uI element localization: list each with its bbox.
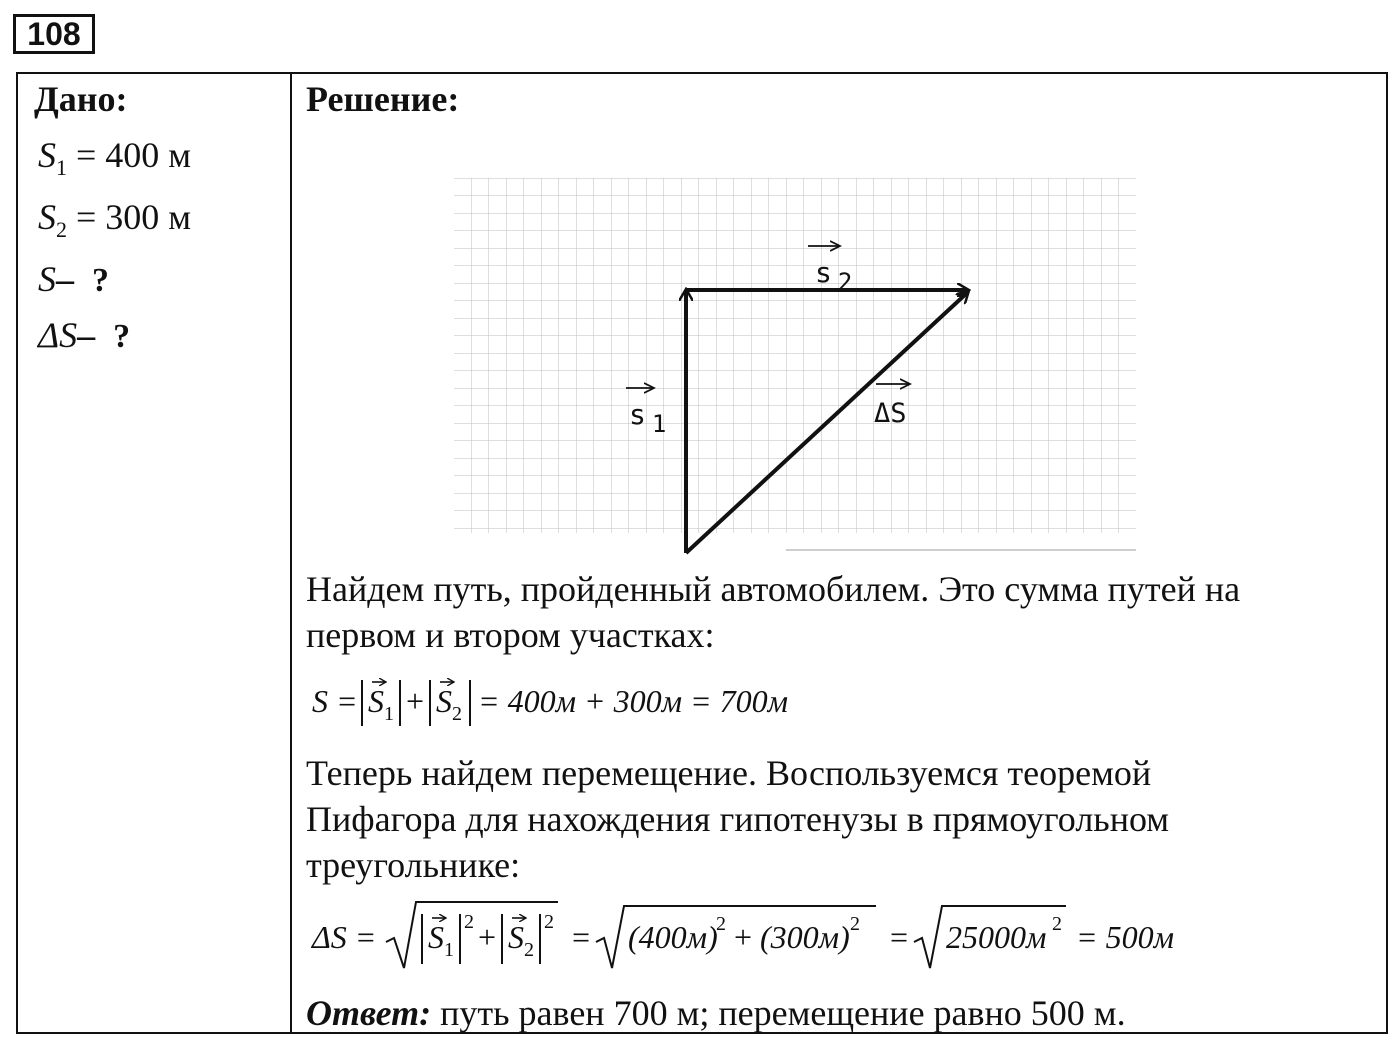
svg-text:+: + — [478, 919, 497, 955]
displacement-paragraph — [306, 750, 1169, 888]
path-formula — [306, 672, 866, 734]
given-ds-unknown: ΔS– ? — [38, 315, 131, 355]
svg-text:S1: $S_1$ — [368, 683, 394, 725]
given-s1: $S_1 = 400$ м — [38, 135, 192, 180]
label-ds: ΔS — [874, 398, 907, 429]
disp-line-1: Теперь найдем перемещение. Воспользуемся теоремой — [306, 753, 1152, 793]
displacement-formula — [306, 892, 1206, 976]
svg-text:S1: $S_1$ — [428, 919, 454, 961]
svg-text:2: 2 — [544, 911, 554, 933]
svg-text:2: 2 — [1052, 913, 1062, 935]
given-heading: Дано: — [34, 79, 128, 119]
svg-text:2: 2 — [464, 911, 474, 933]
svg-text:+: + — [406, 683, 425, 719]
svg-text:2: 2 — [850, 913, 860, 935]
given-s2: $S_2 = 300$ м — [38, 197, 192, 242]
f2-lhs: ΔS = — [312, 919, 377, 955]
f1-rhs: = 400м + 300м = 700м — [478, 683, 789, 719]
svg-text:2: 2 — [716, 913, 726, 935]
label-s2: s 2 — [815, 256, 853, 296]
svg-text:25000м: 25000м — [946, 919, 1047, 955]
svg-text:=: = — [572, 919, 591, 955]
disp-line-2: Пифагора для нахождения гипотенузы в прямоугольном — [306, 799, 1170, 839]
vector-diagram — [436, 178, 1136, 558]
path-line-1: Найдем путь, пройденный автомобилем. Это сумма путей на — [306, 569, 1241, 609]
f2-result: = 500м — [1076, 919, 1175, 955]
solution-heading: Решение: — [306, 79, 460, 119]
path-paragraph — [306, 566, 1240, 658]
svg-text:S2: $S_2$ — [436, 683, 462, 725]
svg-text:=: = — [890, 919, 909, 955]
given-s-unknown: S– ? — [38, 259, 109, 299]
solution-table — [16, 72, 1388, 1034]
svg-text:S2: $S_2$ — [508, 919, 534, 961]
column-divider — [290, 74, 292, 1032]
problem-number: 108 — [13, 14, 95, 54]
svg-text:+: + — [734, 919, 753, 955]
svg-text:(300м): (300м) — [760, 919, 850, 955]
svg-text:(400м): (400м) — [628, 919, 718, 955]
label-s1: s 1 — [629, 398, 667, 438]
f1-lhs: S = — [312, 683, 358, 719]
answer-line — [306, 992, 1126, 1034]
path-line-2: первом и втором участках: — [306, 615, 715, 655]
answer-label: Ответ: — [306, 993, 432, 1033]
answer-text: путь равен 700 м; перемещение равно 500 м. — [431, 993, 1126, 1033]
disp-line-3: треугольнике: — [306, 845, 521, 885]
grid-paper — [454, 178, 1136, 533]
svg-text:S = — [312, 683, 358, 719]
